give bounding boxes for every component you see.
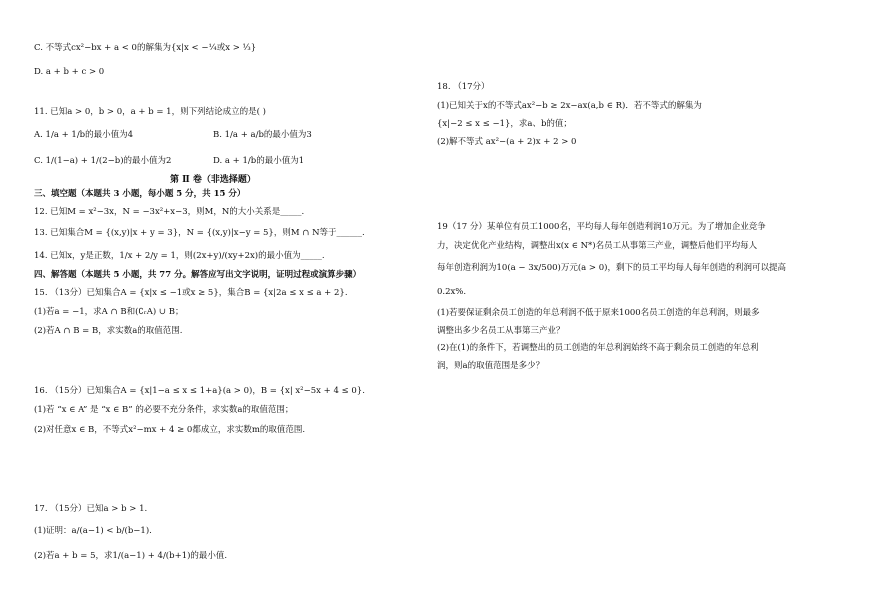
q19-part-2-line-2: 润，则a的取值范围是多少？ xyxy=(437,361,545,371)
section-4-title: 四、解答题（本题共 5 小题，共 77 分。解答应写出文字说明，证明过程或演算步骤） xyxy=(34,270,362,280)
section-3-title: 三、填空题（本题共 3 小题，每小题 5 分，共 15 分） xyxy=(34,189,246,199)
q15-part-1: (1)若a = −1，求A ∩ B和(∁ᵣA) ∪ B； xyxy=(34,307,184,317)
q19-part-1-line-1: (1)若要保证剩余员工创造的年总利润不低于原来1000名员工创造的年总利润，则最多 xyxy=(437,308,760,318)
q18-part-1-line-2: {x|−2 ≤ x ≤ −1}，求a、b的值； xyxy=(437,119,572,129)
q15-stem: 15. （13分）已知集合A = {x|x ≤ −1或x ≥ 5}，集合B = {x|2a ≤ x ≤ a + 2}. xyxy=(34,288,348,298)
q13: 13. 已知集合M = {(x,y)|x + y = 3}，N = {(x,y)|x−y = 5}，则M ∩ N等于______. xyxy=(34,228,365,238)
q11-option-a: A. 1/a + 1/b的最小值为4 xyxy=(34,130,134,140)
q16-stem: 16. （15分）已知集合A = {x|1−a ≤ x ≤ 1+a}(a > 0)，B = {x| x²−5x + 4 ≤ 0}. xyxy=(34,386,365,396)
q19-line-1: 19（17 分）某单位有员工1000名，平均每人每年创造利润10万元。为了增加企业竞争 xyxy=(437,222,766,232)
q19-line-3: 每年创造利润为10(a − 3x/500)万元(a > 0)，剩下的员工平均每人每年创造的利润可以提高 xyxy=(437,263,786,273)
q19-line-4: 0.2x%. xyxy=(437,287,467,297)
q15-part-2: (2)若A ∩ B = B，求实数a的取值范围. xyxy=(34,326,183,336)
q19-part-1-line-2: 调整出多少名员工从事第三产业？ xyxy=(437,326,565,336)
q12: 12. 已知M = x²−3x，N = −3x²+x−3，则M，N的大小关系是_____. xyxy=(34,207,305,217)
q17-part-2: (2)若a + b = 5，求1/(a−1) + 4/(b+1)的最小值. xyxy=(34,551,228,561)
q17-stem: 17. （15分）已知a > b > 1. xyxy=(34,504,148,514)
q10-option-d: D. a + b + c > 0 xyxy=(34,67,105,77)
q11-option-d: D. a + 1/b的最小值为1 xyxy=(213,156,305,166)
q18-heading: 18. （17分） xyxy=(437,82,490,92)
q19-part-2-line-1: (2)在(1)的条件下，若调整出的员工创造的年总利润始终不高于剩余员工创造的年总利 xyxy=(437,343,759,353)
q11-stem: 11. 已知a > 0，b > 0，a + b = 1，则下列结论成立的是( ) xyxy=(34,107,266,117)
q19-line-2: 力，决定优化产业结构，调整出x(x ∈ N*)名员工从事第三产业，调整后他们平均每人 xyxy=(437,241,758,251)
q11-option-b: B. 1/a + a/b的最小值为3 xyxy=(213,130,312,140)
q16-part-2: (2)对任意x ∈ B，不等式x²−mx + 4 ≥ 0都成立，求实数m的取值范围. xyxy=(34,425,306,435)
q11-option-c: C. 1/(1−a) + 1/(2−b)的最小值为2 xyxy=(34,156,172,166)
q18-part-1-line-1: (1)已知关于x的不等式ax²−b ≥ 2x−ax(a,b ∈ R)．若不等式的解集为 xyxy=(437,101,702,111)
q10-option-c: C. 不等式cx²−bx + a < 0的解集为{x|x < −¼或x > ⅓} xyxy=(34,43,257,53)
q17-part-1: (1)证明：a/(a−1) < b/(b−1). xyxy=(34,526,152,536)
q16-part-1: (1)若 “x ∈ A” 是 “x ∈ B” 的必要不充分条件，求实数a的取值范围； xyxy=(34,405,294,415)
q18-part-2: (2)解不等式 ax²−(a + 2)x + 2 > 0 xyxy=(437,137,577,147)
part-2-title: 第 Ⅱ 卷（非选择题） xyxy=(170,175,256,185)
q14: 14. 已知x，y是正数，1/x + 2/y = 1，则(2x+y)/(xy+2x)的最小值为_____. xyxy=(34,251,325,261)
